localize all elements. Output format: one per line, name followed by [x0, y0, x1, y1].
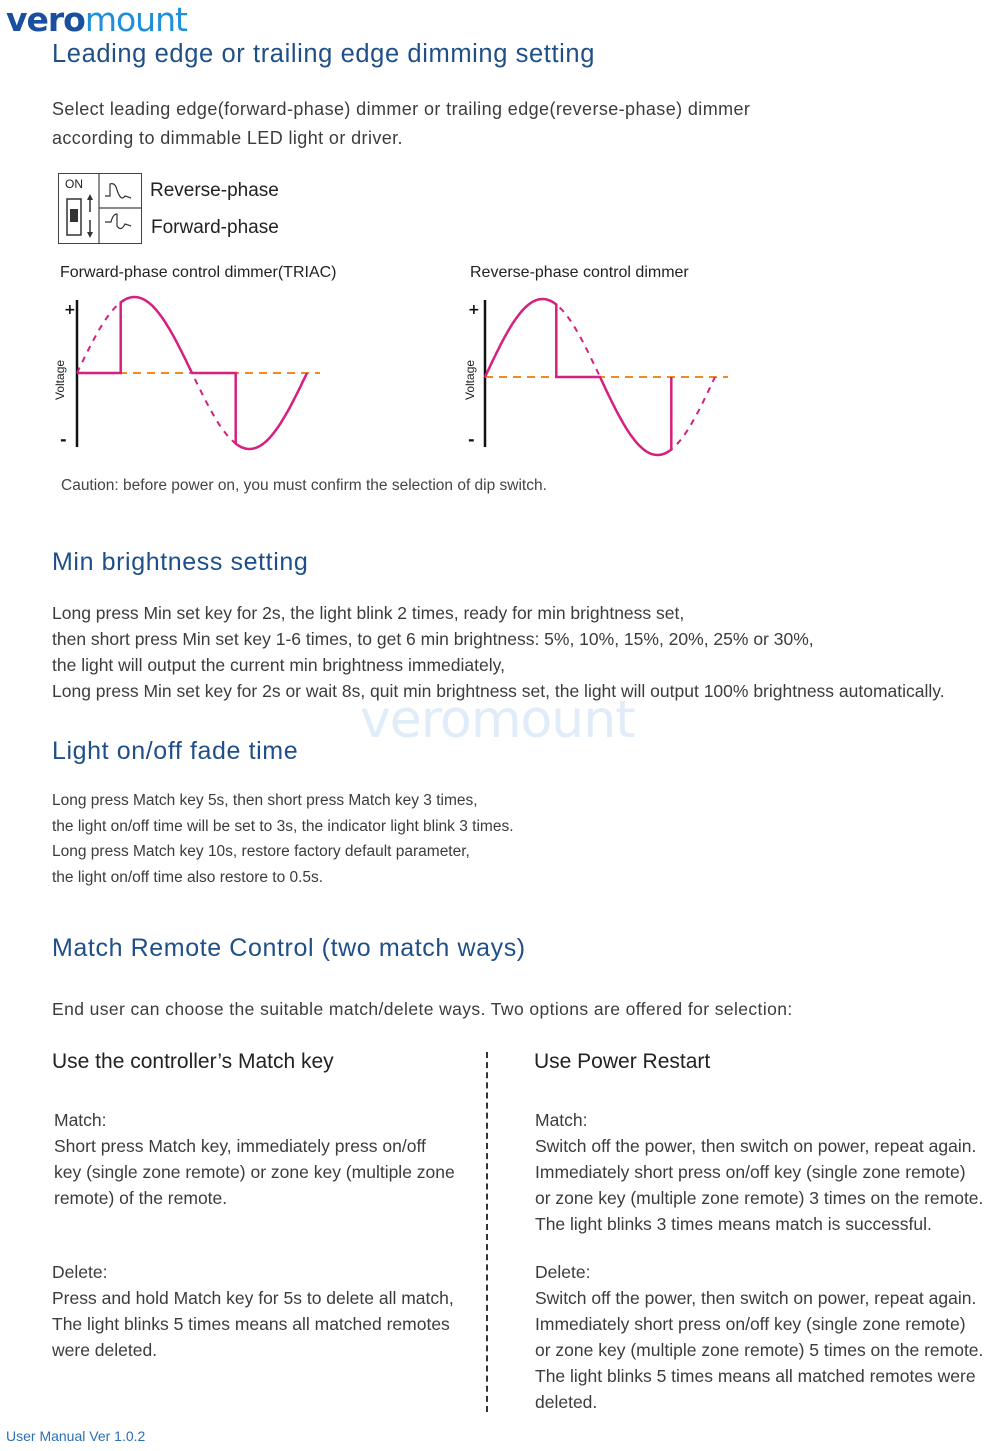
right-match-label: Match: [535, 1110, 588, 1130]
fade-time-title: Light on/off fade time [52, 737, 299, 765]
left-delete-block [52, 1259, 454, 1363]
right-match-line: Immediately short press on/off key (single zone remote) [535, 1162, 966, 1182]
forward-cut-output [77, 297, 307, 449]
dimming-caution: Caution: before power on, you must confirm the selection of dip switch. [61, 477, 547, 494]
forward-chart-title: Forward-phase control dimmer(TRIAC) [60, 264, 337, 281]
match-title: Match Remote Control (two match ways) [52, 934, 526, 962]
left-match-block [54, 1107, 455, 1211]
min-brightness-text [52, 600, 945, 704]
right-match-line: Switch off the power, then switch on power, repeat again. [535, 1136, 977, 1156]
right-delete-line: deleted. [535, 1392, 598, 1412]
dimming-intro-line: Select leading edge(forward-phase) dimmer or trailing edge(reverse-phase) dimmer [52, 99, 751, 119]
reverse-ylabel: Voltage [463, 359, 477, 400]
reverse-chart-title: Reverse-phase control dimmer [470, 264, 689, 281]
right-delete-line: or zone key (multiple zone remote) 5 times on the remote. [535, 1340, 984, 1360]
brand-logo [6, 0, 187, 40]
right-match-line: The light blinks 3 times means match is successful. [535, 1214, 932, 1234]
forward-phase-chart [40, 285, 340, 460]
fade-time-text [52, 788, 514, 890]
right-delete-line: The light blinks 5 times means all matched remotes were [535, 1366, 976, 1386]
logo-part-vero: vero [6, 0, 85, 39]
fade-time-line: the light on/off time also restore to 0.5s. [52, 868, 324, 886]
min-brightness-line: Long press Min set key for 2s or wait 8s, quit min brightness set, the light will output 100% brightness automatically. [52, 681, 945, 701]
fade-time-line: Long press Match key 10s, restore factory default parameter, [52, 843, 470, 860]
left-delete-line: Press and hold Match key for 5s to delete all match, [52, 1288, 454, 1308]
min-brightness-line: Long press Min set key for 2s, the light blink 2 times, ready for min brightness set, [52, 603, 685, 623]
right-delete-line: Immediately short press on/off key (single zone remote) [535, 1314, 966, 1334]
reverse-plus-tick: + [468, 302, 480, 318]
right-delete-label: Delete: [535, 1262, 591, 1282]
min-brightness-title: Min brightness setting [52, 548, 309, 576]
right-match-block [535, 1107, 983, 1237]
reverse-phase-label: Reverse-phase [150, 180, 279, 201]
left-column-heading: Use the controller’s Match key [52, 1050, 334, 1073]
left-delete-line: were deleted. [52, 1340, 158, 1360]
left-match-line: remote) of the remote. [54, 1188, 228, 1208]
forward-phase-label: Forward-phase [151, 217, 279, 238]
right-match-line: or zone key (multiple zone remote) 3 times on the remote. [535, 1188, 984, 1208]
forward-minus-tick: - [60, 430, 67, 449]
forward-ylabel: Voltage [53, 359, 67, 400]
min-brightness-line: then short press Min set key 1-6 times, to get 6 min brightness: 5%, 10%, 15%, 20%, 25% or 30%, [52, 629, 814, 649]
left-match-line: key (single zone remote) or zone key (multiple zone [54, 1162, 455, 1182]
fade-time-line: the light on/off time will be set to 3s, the indicator light blink 3 times. [52, 817, 514, 835]
left-delete-label: Delete: [52, 1262, 108, 1282]
right-delete-block [535, 1259, 983, 1415]
fade-time-line: Long press Match key 5s, then short press Match key 3 times, [52, 792, 478, 809]
reverse-phase-chart [450, 285, 750, 460]
left-delete-line: The light blinks 5 times means all matched remotes [52, 1314, 450, 1334]
left-match-line: Short press Match key, immediately press on/off [54, 1136, 426, 1156]
dimming-intro-line: according to dimmable LED light or driver. [52, 127, 403, 148]
reverse-minus-tick: - [468, 430, 475, 449]
dimming-intro [52, 95, 750, 152]
right-column-heading: Use Power Restart [534, 1050, 711, 1073]
footer-version: User Manual Ver 1.0.2 [6, 1428, 146, 1444]
dip-switch [58, 173, 142, 244]
match-intro: End user can choose the suitable match/delete ways. Two options are offered for selection: [52, 999, 793, 1019]
left-match-label: Match: [54, 1110, 107, 1130]
right-delete-line: Switch off the power, then switch on power, repeat again. [535, 1288, 977, 1308]
dip-on-label: ON [65, 177, 83, 191]
min-brightness-line: the light will output the current min brightness immediately, [52, 655, 505, 675]
dimming-title: Leading edge or trailing edge dimming setting [52, 40, 596, 68]
forward-plus-tick: + [64, 302, 76, 318]
column-divider [486, 1052, 488, 1412]
watermark: veromount [360, 690, 635, 750]
logo-part-mount: mount [84, 0, 187, 39]
